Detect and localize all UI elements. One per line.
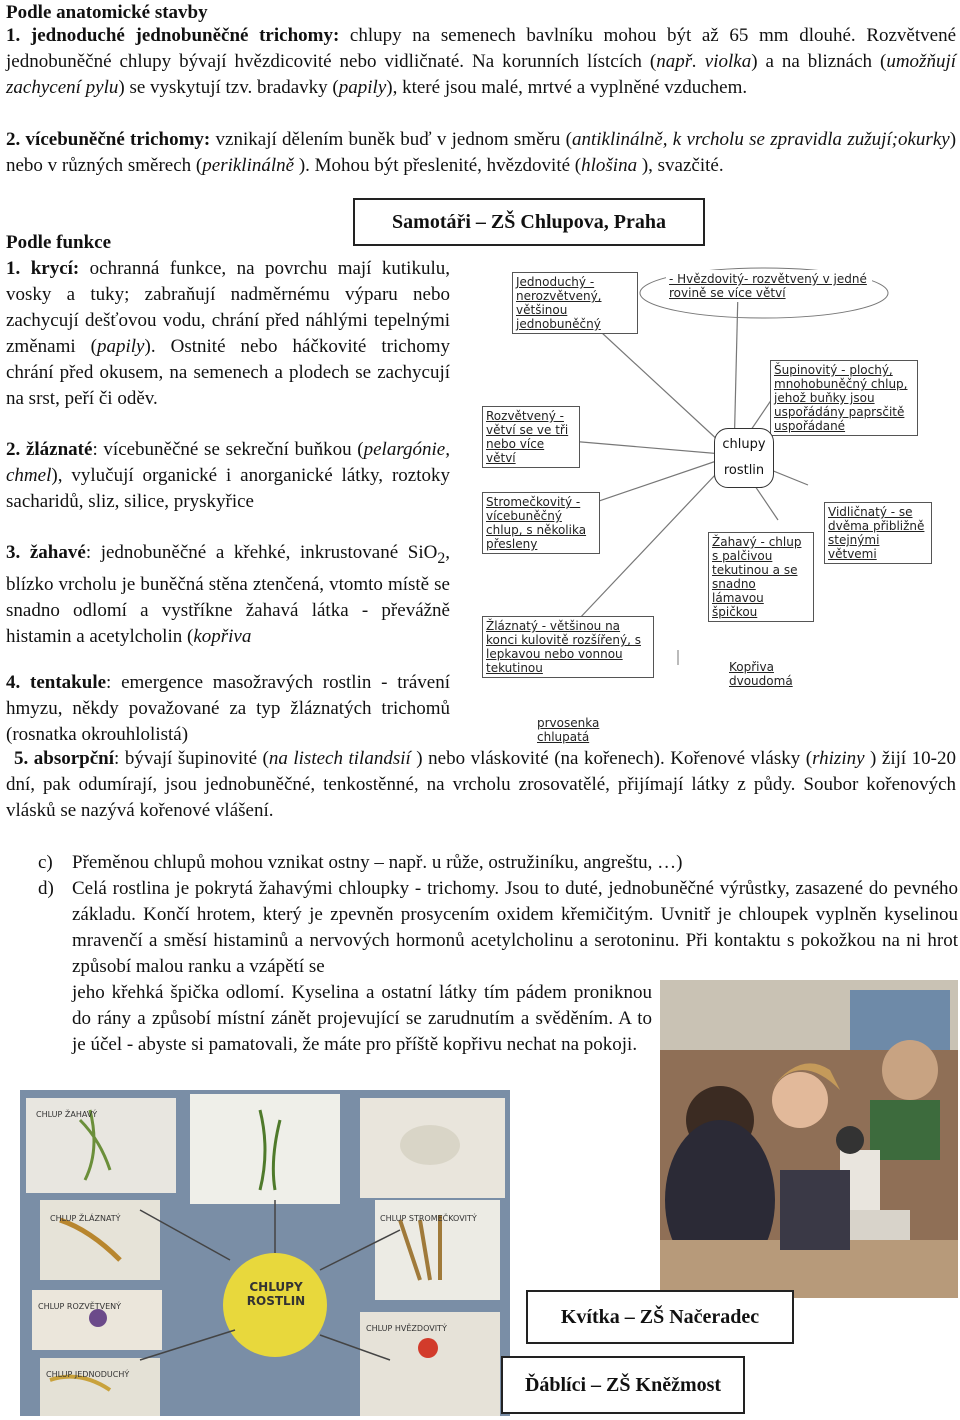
mindmap-node-kopriva: Kopřiva dvoudomá (726, 658, 810, 690)
func-3 (6, 540, 450, 650)
f2-num: 2. (6, 439, 26, 460)
anat-paragraph-2 (6, 127, 956, 179)
f5-text-a: : bývají šupinovité ( (114, 748, 269, 769)
p2-text-b: ) nebo v různých směrech ( (6, 129, 957, 176)
mindmap-node-zahavy: Žahavý - chlup s palčivou tekutinou a se snadno lámavou špičkou (708, 532, 814, 622)
list-d-label: d) (38, 878, 54, 899)
p2-bold: 2. vícebuněčné trichomy: (6, 129, 211, 150)
func-heading: Podle funkce (6, 232, 112, 253)
poster-label-6: CHLUP HVĚZDOVITÝ (366, 1324, 447, 1333)
func-4 (6, 670, 450, 748)
mindmap-node-supinovity: Šupinovitý - plochý, mnohobuněčný chlup, jehož buňky jsou uspořádány paprsčitě uspořádané (770, 360, 918, 436)
anat-heading: Podle anatomické stavby (6, 2, 208, 23)
f1-bold: 1. krycí: (6, 258, 80, 279)
f5-bold: absorpční (33, 748, 115, 769)
f2-text-b: ), vylučují organické i anorganické látky, roztoky sacharidů, sliz, silice, pryskyřice (6, 465, 450, 512)
f5-text-b: ) nebo vláskovité (na kořenech). Kořenové vlásky ( (416, 748, 813, 769)
microscope-photo (660, 980, 958, 1298)
f1-text-b: ). Ostnité nebo háčkovité trichomy chrání před okusem, na semenech a plodech se zachycují na srst, peří či oděv. (6, 336, 450, 409)
list-c-text: Přeměnou chlupů mohou vznikat ostny – např. u růže, ostružiníku, angreštu, …) (72, 852, 683, 873)
p2-text-d: ), svazčité. (641, 155, 724, 176)
func-1 (6, 256, 450, 412)
p1-text-b: ) a na bliznách ( (751, 51, 887, 72)
list-d-text-a: Celá rostlina je pokrytá žahavými chloupky - trichomy. Jsou to duté, jednobuněčné výrůstky, zasazené do pevného základu. Končí hrotem, který je zpevněn prosycením oxidem křemičitým. Uvnitř je chloupek vyplněn kyselinou mravenčí a směsí histaminů a nervových hormonů acetylcholinu a serotoninu. Při kontaktu s pokožkou na ni hrot způsobí malou ranku a vzápětí se (72, 878, 958, 977)
func-2 (6, 437, 450, 515)
poster-label-1: CHLUP ŽAHAVÝ (36, 1110, 98, 1119)
p1-text-d: ), které jsou malé, mrtvé a vyplněné vzduchem. (386, 77, 748, 98)
p2-text-a: vznikají dělením buněk buď v jednom směru ( (210, 129, 572, 150)
caption-samotari: Samotáři – ZŠ Chlupova, Praha (353, 198, 705, 246)
f2-text-a: : vícebuněčné se sekreční buňkou ( (92, 439, 364, 460)
caption-kvitka: Kvítka – ZŠ Načeradec (526, 1290, 794, 1344)
poster-label-5: CHLUP JEDNODUCHÝ (46, 1370, 130, 1379)
f1-italic: papily (97, 336, 145, 357)
list-d-text-b: jeho křehká špička odlomí. Kyselina a ostatní látky tím pádem proniknou do rány a způsobí místní zánět projevující se zarudnutím a svěděním. A to je účel - abyste si pamatovali, že máte pro příště kopřivu nechat na pokoji. (72, 982, 652, 1055)
f5-text-c: ) žijí 10-20 dní, pak odumírají, jsou jednobuněčné, tenkostěnné, na vrcholu zrosovatělé, přijímají látky z půdy. Soubor kořenových vlásků se nazývá kořenové vlášení. (6, 748, 957, 821)
p1-text-a: chlupy na semenech bavlníku mohou být až 65 mm dlouhé. Rozvětvené jednobuněčné chlupy bývají hvězdicovité nebo vidličnaté. Na korunních lístcích ( (6, 25, 956, 72)
f1-text: ochranná funkce, na povrchu mají kutikulu, vosky a tuky; zabraňují nadměrnému výparu nebo zachycují dešťovou vodu, chrání před náhlými tepelnými změnami ( (6, 258, 450, 357)
f4-bold: tentakule (30, 672, 107, 693)
f2-bold: žláznaté (25, 439, 93, 460)
caption-dablici: Ďáblíci – ZŠ Kněžmost (501, 1356, 745, 1414)
mindmap-node-rozvetveny: Rozvětvený - větví se ve tři nebo více větví (482, 406, 580, 468)
f5-num: 5. (14, 748, 34, 769)
p2-text-c: ). Mohou být přeslenité, hvězdovité ( (298, 155, 582, 176)
f2-italic: pelargónie, chmel (6, 439, 450, 486)
poster-label-4: CHLUP ROZVĚTVENÝ (38, 1302, 122, 1311)
f3-bold: žahavé (29, 542, 86, 563)
p1-italic-1: např. violka (656, 51, 752, 72)
mindmap-node-zlaznaty: Žláznatý - většinou na konci kulovitě rozšířený, s lepkavou nebo vonnou tekutinou (482, 616, 654, 678)
poster-label-2: CHLUP ŽLÁZNATÝ (50, 1214, 121, 1223)
mindmap-center: chlupy rostlin (714, 428, 774, 488)
f5-italic-2: rhiziny (812, 748, 871, 769)
p2-italic-1: antiklinálně, k vrcholu se zpravidla zužují;okurky (571, 129, 950, 150)
mindmap-node-jednoduchy: Jednoduchý - nerozvětvený, většinou jednobuněčný (512, 272, 638, 334)
f4-text: : emergence masožravých rostlin - trávení hmyzu, někdy považované za typ žláznatých trichomů (rosnatka okrouhlolistá) (6, 672, 450, 745)
f3-sub: 2 (437, 549, 446, 567)
f5-italic-1: na listech tilandsií (268, 748, 417, 769)
mindmap-diagram (478, 260, 956, 752)
poster-photo (20, 1090, 510, 1416)
p1-text-c: ) se vyskytují tzv. bradavky ( (118, 77, 339, 98)
poster-center-label: CHLUPY ROSTLIN (246, 1280, 306, 1308)
anat-paragraph-1 (6, 23, 956, 101)
p1-num: 1. (6, 25, 21, 46)
p2-italic-2: periklinálně (202, 155, 299, 176)
f3-italic: kopřiva (193, 625, 252, 647)
mindmap-node-prvosenka: prvosenka chlupatá (534, 714, 620, 746)
p1-italic-2: umožňují zachycení pylu (6, 51, 957, 98)
mindmap-node-stromeckovity: Stromečkovitý - vícebuněčný chlup, s několika přesleny (482, 492, 600, 554)
f3-text-a: : jednobuněčné a křehké, inkrustované SiO (85, 542, 438, 563)
p1-italic-3: papily (338, 77, 387, 98)
microscope-illustration (660, 980, 958, 1298)
func-5 (6, 746, 956, 824)
p2-italic-3: hlošina (581, 155, 642, 176)
mindmap-node-vidlicnaty: Vidličnatý - se dvěma přibližně stejnými větvemi (824, 502, 932, 564)
mindmap-node-hvezdovity: - Hvězdovitý- rozvětvený v jedné rovině se více větví (666, 270, 872, 302)
poster-label-3: CHLUP STROMEČKOVITÝ (380, 1214, 477, 1223)
f3-num: 3. (6, 542, 30, 563)
p1-bold: jednoduché jednobuněčné trichomy: (30, 25, 340, 46)
f4-num: 4. (6, 672, 31, 693)
list-c-label: c) (38, 852, 53, 873)
f3-text-b: , blízko vrcholu je buněčná stěna ztenčená, vtomto místě se snadno odlomí a vystříkne žahavá látka - převážně histamin a acetylcholin ( (6, 542, 450, 647)
